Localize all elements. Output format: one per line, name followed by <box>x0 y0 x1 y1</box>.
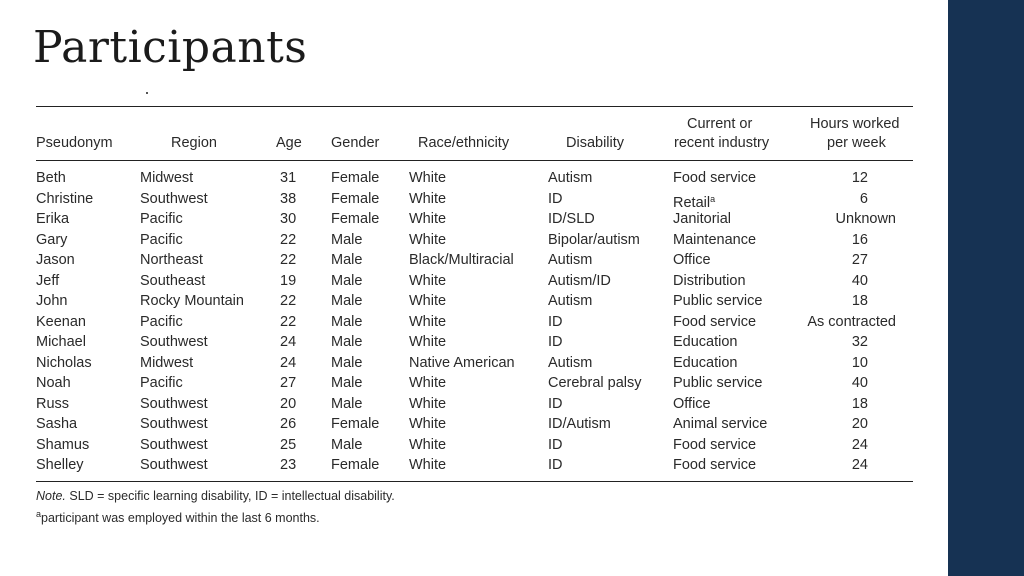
cell-industry: Distribution <box>673 272 746 289</box>
cell-gender: Female <box>331 457 380 473</box>
cell-race: White <box>409 293 447 309</box>
cell-industry: Education <box>673 334 738 350</box>
cell-race: White <box>409 395 447 412</box>
table-header <box>36 107 913 160</box>
cell-age: 31 <box>280 170 297 186</box>
cell-gender: Female <box>331 211 380 227</box>
note-label: Note. <box>36 489 66 503</box>
cell-age: 24 <box>280 354 297 371</box>
cell-region: Pacific <box>140 375 183 391</box>
cell-hours: 6 <box>859 190 868 207</box>
cell-pseudonym: Keenan <box>36 313 86 330</box>
cell-race: White <box>409 190 447 207</box>
cell-industry: Office <box>673 252 711 268</box>
header-industry-line1: Current or <box>687 116 753 132</box>
table-row <box>36 312 913 333</box>
cell-industry: Food service <box>673 457 757 473</box>
cell-disability: ID/Autism <box>548 416 611 432</box>
cell-region: Pacific <box>140 231 183 248</box>
cell-pseudonym: Shelley <box>36 457 84 473</box>
cell-disability: ID <box>548 190 563 207</box>
table-row <box>36 271 913 292</box>
cell-age: 27 <box>280 375 297 391</box>
cell-disability: ID <box>548 457 563 473</box>
cell-race: White <box>409 436 447 453</box>
cell-disability: ID <box>548 436 563 453</box>
table-row <box>36 435 913 456</box>
cell-disability: ID <box>548 334 563 350</box>
cell-age: 20 <box>280 395 297 412</box>
cell-race: White <box>409 313 447 330</box>
table-row <box>36 373 913 394</box>
cell-gender: Female <box>331 170 380 186</box>
decorative-side-bar <box>948 0 1024 576</box>
cell-pseudonym: Jeff <box>36 272 60 289</box>
cell-hours: 40 <box>851 375 868 391</box>
cell-pseudonym: Gary <box>36 231 68 248</box>
stray-dot-mark <box>146 92 148 94</box>
cell-gender: Male <box>331 395 363 412</box>
cell-industry: Maintenance <box>673 231 757 248</box>
cell-pseudonym: Michael <box>36 334 86 350</box>
cell-age: 26 <box>280 416 297 432</box>
note-text: SLD = specific learning disability, ID = intellectual disability. <box>65 489 395 503</box>
note-line <box>36 487 395 505</box>
cell-pseudonym: Christine <box>36 190 94 207</box>
cell-age: 23 <box>280 457 297 473</box>
cell-region: Southwest <box>140 457 208 473</box>
cell-gender: Male <box>331 313 363 330</box>
cell-age: 22 <box>280 252 297 268</box>
cell-hours: 24 <box>851 436 868 453</box>
cell-age: 22 <box>280 231 297 248</box>
cell-age: 30 <box>280 211 297 227</box>
cell-region: Rocky Mountain <box>140 293 244 309</box>
table-body <box>36 161 913 476</box>
table-note <box>36 487 395 527</box>
cell-hours: 18 <box>851 293 868 309</box>
cell-disability: ID <box>548 395 563 412</box>
cell-industry: Public service <box>673 293 763 309</box>
cell-pseudonym: Nicholas <box>36 354 92 371</box>
table-row <box>36 168 913 189</box>
cell-hours: 16 <box>851 231 868 248</box>
table-row <box>36 189 913 210</box>
cell-hours: 18 <box>851 395 868 412</box>
table-row <box>36 394 913 415</box>
cell-age: 25 <box>280 436 297 453</box>
cell-race: White <box>409 231 447 248</box>
cell-hours: 32 <box>851 334 868 350</box>
cell-hours: 20 <box>851 416 868 432</box>
cell-region: Southwest <box>140 416 208 432</box>
header-race: Race/ethnicity <box>418 135 510 151</box>
table-row <box>36 230 913 251</box>
table-row <box>36 353 913 374</box>
cell-pseudonym: Erika <box>36 211 70 227</box>
cell-region: Southeast <box>140 272 206 289</box>
cell-region: Southwest <box>140 436 208 453</box>
cell-disability: Autism/ID <box>548 272 611 289</box>
cell-gender: Male <box>331 436 363 453</box>
cell-pseudonym: Sasha <box>36 416 78 432</box>
cell-gender: Male <box>331 231 363 248</box>
cell-disability: Cerebral palsy <box>548 375 642 391</box>
cell-industry: Food service <box>673 313 757 330</box>
cell-age: 19 <box>280 272 297 289</box>
header-disability: Disability <box>566 135 625 151</box>
cell-race: White <box>409 457 447 473</box>
cell-disability: Autism <box>548 354 593 371</box>
header-pseudonym: Pseudonym <box>36 135 113 151</box>
page-title: Participants <box>33 22 308 73</box>
cell-gender: Male <box>331 252 363 268</box>
header-industry-line2: recent industry <box>674 135 770 151</box>
cell-industry: Janitorial <box>673 211 732 227</box>
cell-race: White <box>409 375 447 391</box>
table-row <box>36 455 913 476</box>
cell-industry: Food service <box>673 170 757 186</box>
footnote-mark: a <box>36 509 42 519</box>
cell-region: Midwest <box>140 170 194 186</box>
footnote-marker: a <box>710 193 716 204</box>
cell-gender: Male <box>331 293 363 309</box>
cell-disability: Bipolar/autism <box>548 231 640 248</box>
cell-region: Southwest <box>140 395 208 412</box>
cell-pseudonym: Shamus <box>36 436 90 453</box>
participants-table <box>36 106 913 482</box>
header-gender: Gender <box>331 135 380 151</box>
cell-age: 38 <box>280 190 297 207</box>
cell-race: White <box>409 170 447 186</box>
cell-pseudonym: Russ <box>36 395 70 412</box>
cell-hours: 24 <box>851 457 868 473</box>
header-region: Region <box>171 135 217 151</box>
cell-industry: Public service <box>673 375 763 391</box>
cell-gender: Male <box>331 354 363 371</box>
cell-pseudonym: John <box>36 293 68 309</box>
header-hours-line1: Hours worked <box>810 116 900 132</box>
cell-gender: Female <box>331 416 380 432</box>
cell-race: Black/Multiracial <box>409 252 514 268</box>
cell-age: 22 <box>280 293 297 309</box>
cell-disability: ID/SLD <box>548 211 595 227</box>
cell-gender: Male <box>331 272 363 289</box>
cell-pseudonym: Noah <box>36 375 71 391</box>
cell-gender: Male <box>331 334 363 350</box>
cell-industry: Animal service <box>673 416 768 432</box>
cell-hours: As contracted <box>807 313 896 330</box>
cell-disability: ID <box>548 313 563 330</box>
cell-race: White <box>409 211 447 227</box>
cell-pseudonym: Beth <box>36 170 66 186</box>
cell-age: 22 <box>280 313 297 330</box>
cell-region: Southwest <box>140 190 208 207</box>
cell-gender: Male <box>331 375 363 391</box>
cell-age: 24 <box>280 334 297 350</box>
cell-region: Pacific <box>140 313 183 330</box>
table-row <box>36 291 913 312</box>
cell-disability: Autism <box>548 170 593 186</box>
cell-hours: 27 <box>851 252 868 268</box>
cell-race: White <box>409 272 447 289</box>
cell-industry: Education <box>673 354 738 371</box>
header-hours-line2: per week <box>827 135 886 151</box>
cell-industry: Retail$^a$ <box>673 193 716 211</box>
cell-race: White <box>409 416 447 432</box>
table-row <box>36 414 913 435</box>
table-bottom-rule <box>36 481 913 482</box>
table-row <box>36 332 913 353</box>
cell-hours: 40 <box>851 272 868 289</box>
cell-region: Northeast <box>140 252 203 268</box>
table-row <box>36 250 913 271</box>
table-row <box>36 209 913 230</box>
cell-race: White <box>409 334 447 350</box>
cell-disability: Autism <box>548 293 593 309</box>
cell-industry: Office <box>673 395 711 412</box>
header-age: Age <box>276 135 302 151</box>
cell-pseudonym: Jason <box>36 252 75 268</box>
cell-region: Pacific <box>140 211 183 227</box>
cell-region: Midwest <box>140 354 194 371</box>
cell-hours: Unknown <box>835 211 896 227</box>
cell-race: Native American <box>409 354 515 371</box>
cell-hours: 12 <box>851 170 868 186</box>
footnote-line <box>36 505 395 527</box>
cell-gender: Female <box>331 190 380 207</box>
cell-disability: Autism <box>548 252 593 268</box>
cell-region: Southwest <box>140 334 208 350</box>
cell-industry: Food service <box>673 436 757 453</box>
cell-hours: 10 <box>851 354 868 371</box>
footnote-text: participant was employed within the last 6 months. <box>41 511 320 525</box>
